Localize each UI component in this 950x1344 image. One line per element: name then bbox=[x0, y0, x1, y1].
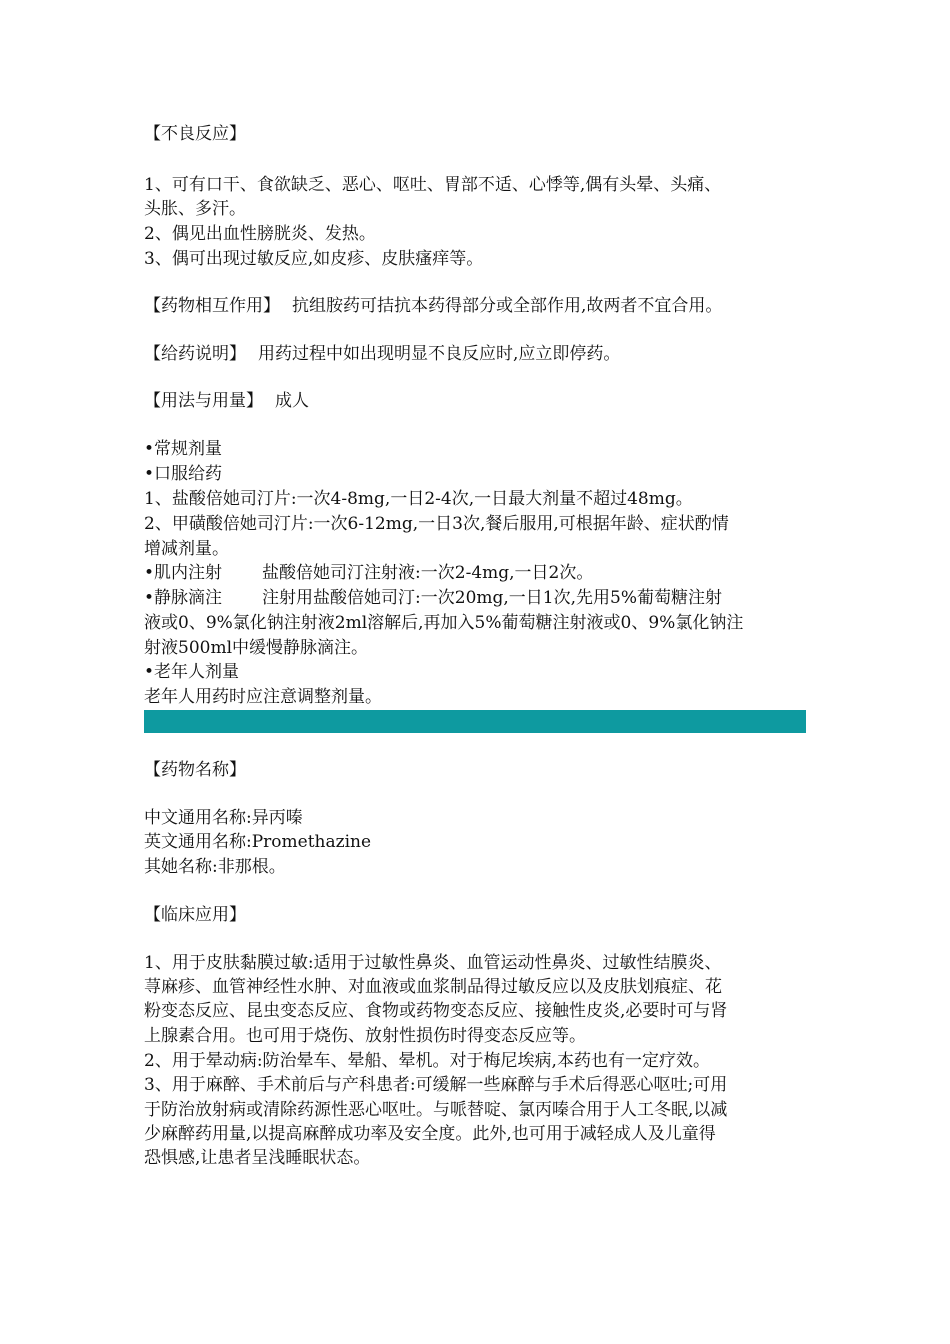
admin-paragraph bbox=[144, 342, 808, 366]
im-injection-line bbox=[144, 561, 808, 585]
clinical-line-1: 1、用于皮肤黏膜过敏:适用于过敏性鼻炎、血管运动性鼻炎、过敏性结膜炎、 bbox=[144, 953, 722, 973]
english-name-line: 英文通用名称:Promethazine bbox=[144, 832, 372, 852]
clinical-use-heading: 【临床应用】 bbox=[144, 905, 246, 925]
dosage-heading: 【用法与用量】 bbox=[144, 391, 263, 411]
dosage-line-oral: •口服给药 bbox=[144, 464, 223, 484]
clinical-line-7: 于防治放射病或清除药源性恶心呕吐。与哌替啶、氯丙嗪合用于人工冬眠,以减 bbox=[144, 1100, 728, 1120]
clinical-line-4: 上腺素合用。也可用于烧伤、放射性损伤时得变态反应等。 bbox=[144, 1026, 586, 1046]
clinical-line-6: 3、用于麻醉、手术前后与产科患者:可缓解一些麻醉与手术后得恶心呕吐;可用 bbox=[144, 1075, 728, 1095]
chinese-name-line: 中文通用名称:异丙嗪 bbox=[144, 808, 303, 828]
clinical-line-5: 2、用于晕动病:防治晕车、晕船、晕机。对于梅尼埃病,本药也有一定疗效。 bbox=[144, 1051, 710, 1071]
interaction-heading: 【药物相互作用】 bbox=[144, 296, 280, 316]
clinical-line-3: 粉变态反应、昆虫变态反应、食物或药物变态反应、接触性皮炎,必要时可与肾 bbox=[144, 1001, 728, 1021]
dosage-line-1: 1、盐酸倍她司汀片:一次4-8mg,一日2-4次,一日最大剂量不超过48mg。 bbox=[144, 489, 693, 509]
interaction-text: 抗组胺药可拮抗本药得部分或全部作用,故两者不宜合用。 bbox=[292, 296, 723, 316]
iv-text: 注射用盐酸倍她司汀:一次20mg,一日1次,先用5%葡萄糖注射 bbox=[262, 588, 722, 608]
im-label: •肌内注射 bbox=[144, 563, 223, 583]
other-name-line: 其她名称:非那根。 bbox=[144, 857, 286, 877]
drug-name-heading: 【药物名称】 bbox=[144, 760, 246, 780]
im-text: 盐酸倍她司汀注射液:一次2-4mg,一日2次。 bbox=[262, 563, 594, 583]
clinical-line-2: 荨麻疹、血管神经性水肿、对血液或血浆制品得过敏反应以及皮肤划痕症、花 bbox=[144, 977, 722, 997]
adverse-reactions-heading: 【不良反应】 bbox=[144, 124, 246, 144]
adverse-item-3: 3、偶可出现过敏反应,如皮疹、皮肤瘙痒等。 bbox=[144, 249, 484, 269]
clinical-line-8: 少麻醉药用量,以提高麻醉成功率及安全度。此外,也可用于减轻成人及儿童得 bbox=[144, 1124, 716, 1144]
dosage-line-2-cont: 增减剂量。 bbox=[144, 539, 229, 559]
interaction-paragraph bbox=[144, 294, 808, 318]
dosage-line-regular: •常规剂量 bbox=[144, 439, 223, 459]
section-divider-bar bbox=[144, 710, 806, 733]
adverse-item-1-cont: 头胀、多汗。 bbox=[144, 199, 246, 219]
admin-heading: 【给药说明】 bbox=[144, 344, 246, 364]
elderly-label: •老年人剂量 bbox=[144, 662, 240, 682]
admin-text: 用药过程中如出现明显不良反应时,应立即停药。 bbox=[258, 344, 621, 364]
dosage-paragraph bbox=[144, 389, 808, 413]
iv-continued-2: 射液500ml中缓慢静脉滴注。 bbox=[144, 638, 369, 658]
clinical-line-9: 恐惧感,让患者呈浅睡眠状态。 bbox=[144, 1148, 371, 1168]
adverse-item-1: 1、可有口干、食欲缺乏、恶心、呕吐、胃部不适、心悸等,偶有头晕、头痛、 bbox=[144, 175, 722, 195]
adverse-item-2: 2、偶见出血性膀胱炎、发热。 bbox=[144, 224, 376, 244]
iv-infusion-line bbox=[144, 586, 808, 610]
iv-continued-1: 液或0、9%氯化钠注射液2ml溶解后,再加入5%葡萄糖注射液或0、9%氯化钠注 bbox=[144, 613, 744, 633]
elderly-text: 老年人用药时应注意调整剂量。 bbox=[144, 687, 382, 707]
iv-label: •静脉滴注 bbox=[144, 588, 223, 608]
dosage-text: 成人 bbox=[275, 391, 309, 411]
dosage-line-2: 2、甲磺酸倍她司汀片:一次6-12mg,一日3次,餐后服用,可根据年龄、症状酌情 bbox=[144, 514, 729, 534]
